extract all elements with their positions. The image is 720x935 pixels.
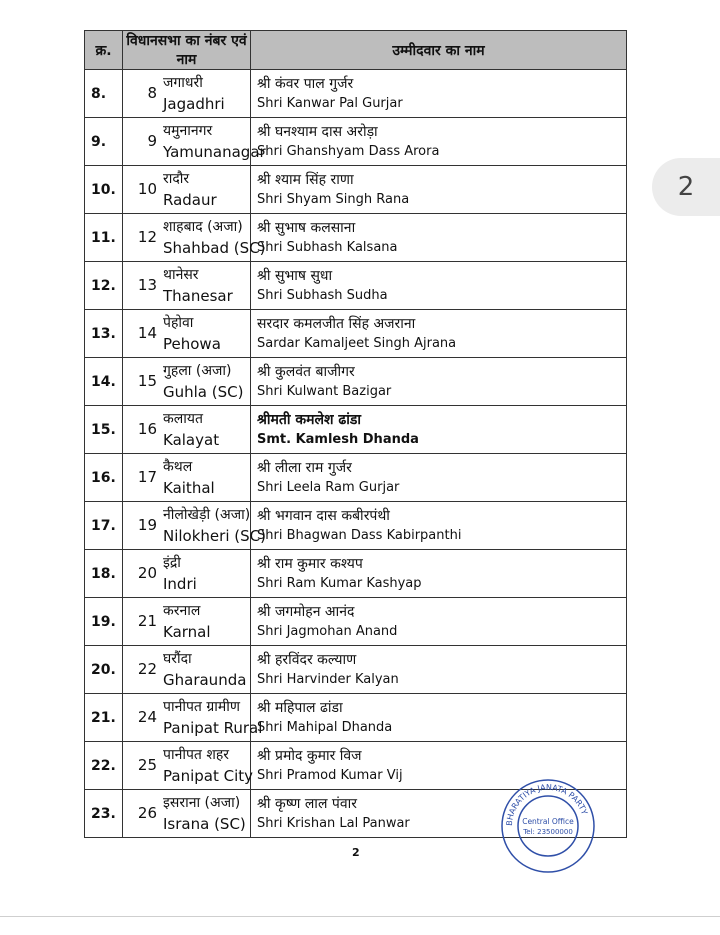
constituency-name-english: Nilokheri (SC) (163, 527, 266, 545)
constituency-name-english: Radaur (163, 191, 217, 209)
constituency-number: 21 (137, 612, 157, 630)
serial-cell: 17. (85, 502, 123, 550)
constituency-cell (123, 454, 251, 502)
serial-cell: 16. (85, 454, 123, 502)
serial-cell: 22. (85, 742, 123, 790)
constituency-name-hindi: करनाल (163, 603, 201, 619)
table-row (85, 358, 627, 406)
constituency-cell (123, 790, 251, 838)
candidate-name-english: Shri Shyam Singh Rana (257, 191, 410, 207)
constituency-name-hindi: रादौर (163, 171, 190, 187)
constituency-name-hindi: पेहोवा (163, 315, 194, 331)
serial-cell: 15. (85, 406, 123, 454)
constituency-number: 16 (137, 420, 157, 438)
constituency-cell (123, 598, 251, 646)
table-row (85, 406, 627, 454)
candidate-name-english: Shri Pramod Kumar Vij (257, 767, 403, 783)
candidate-name-english: Shri Krishan Lal Panwar (257, 815, 410, 831)
candidate-name-english: Shri Bhagwan Dass Kabirpanthi (257, 527, 462, 543)
table-row (85, 214, 627, 262)
serial-cell: 10. (85, 166, 123, 214)
candidate-name-hindi: श्रीमती कमलेश ढांडा (257, 411, 362, 428)
constituency-name-hindi: इंद्री (163, 555, 181, 571)
constituency-number: 8 (147, 84, 157, 102)
candidate-name-hindi: श्री सुभाष कलसाना (257, 219, 356, 236)
candidate-cell (251, 262, 627, 310)
serial-cell: 18. (85, 550, 123, 598)
candidate-name-hindi: श्री महिपाल ढांडा (257, 699, 343, 716)
candidate-name-english: Shri Leela Ram Gurjar (257, 479, 400, 495)
candidate-name-hindi: श्री घनश्याम दास अरोड़ा (257, 123, 378, 140)
constituency-name-hindi: शाहबाद (अजा) (163, 219, 243, 235)
header-serial: क्र. (85, 31, 123, 70)
candidate-cell (251, 454, 627, 502)
table-row (85, 550, 627, 598)
header-constituency: विधानसभा का नंबर एवं नाम (123, 31, 251, 70)
candidate-name-english: Shri Harvinder Kalyan (257, 671, 399, 687)
candidate-cell (251, 646, 627, 694)
candidate-cell (251, 406, 627, 454)
constituency-cell (123, 310, 251, 358)
table-row (85, 70, 627, 118)
header-candidate: उम्मीदवार का नाम (251, 31, 627, 70)
candidate-name-english: Shri Mahipal Dhanda (257, 719, 393, 735)
constituency-name-english: Thanesar (163, 287, 233, 305)
constituency-name-english: Indri (163, 575, 197, 593)
candidate-cell (251, 166, 627, 214)
constituency-name-hindi: थानेसर (163, 267, 199, 283)
constituency-number: 22 (137, 660, 157, 678)
page-number: 2 (352, 846, 360, 859)
candidate-name-english: Shri Subhash Kalsana (257, 239, 398, 255)
candidate-name-english: Shri Jagmohan Anand (257, 623, 398, 639)
candidate-name-hindi: श्री श्याम सिंह राणा (257, 171, 354, 188)
constituency-name-hindi: यमुनानगर (163, 123, 213, 139)
constituency-name-english: Karnal (163, 623, 211, 641)
candidate-name-english: Shri Kanwar Pal Gurjar (257, 95, 403, 111)
candidate-name-english: Shri Kulwant Bazigar (257, 383, 392, 399)
table-row (85, 262, 627, 310)
candidate-name-hindi: श्री हरविंदर कल्याण (257, 651, 357, 668)
constituency-cell (123, 742, 251, 790)
candidate-cell (251, 118, 627, 166)
table-row (85, 694, 627, 742)
table-row (85, 166, 627, 214)
constituency-number: 12 (137, 228, 157, 246)
constituency-name-hindi: इसराना (अजा) (163, 795, 241, 811)
serial-cell: 19. (85, 598, 123, 646)
constituency-name-hindi: नीलोखेड़ी (अजा) (163, 507, 251, 523)
constituency-name-english: Panipat City (163, 767, 253, 785)
serial-cell: 9. (85, 118, 123, 166)
candidate-cell (251, 598, 627, 646)
table-row (85, 598, 627, 646)
serial-cell: 21. (85, 694, 123, 742)
constituency-number: 24 (137, 708, 157, 726)
page-indicator-badge: 2 (652, 158, 720, 216)
candidate-name-english: Shri Ghanshyam Dass Arora (257, 143, 440, 159)
constituency-name-english: Shahbad (SC) (163, 239, 266, 257)
candidate-cell (251, 70, 627, 118)
candidate-name-hindi: श्री कुलवंत बाजीगर (257, 363, 355, 380)
candidate-name-hindi: श्री लीला राम गुर्जर (257, 459, 352, 476)
candidate-name-english: Sardar Kamaljeet Singh Ajrana (257, 335, 457, 351)
constituency-cell (123, 646, 251, 694)
serial-cell: 12. (85, 262, 123, 310)
constituency-name-hindi: पानीपत शहर (163, 747, 230, 763)
candidate-name-hindi: श्री सुभाष सुधा (257, 267, 333, 284)
serial-cell: 11. (85, 214, 123, 262)
constituency-number: 20 (137, 564, 157, 582)
constituency-number: 14 (137, 324, 157, 342)
constituency-number: 25 (137, 756, 157, 774)
constituency-name-hindi: पानीपत ग्रामीण (163, 699, 240, 715)
serial-cell: 8. (85, 70, 123, 118)
constituency-cell (123, 262, 251, 310)
candidate-name-english: Shri Ram Kumar Kashyap (257, 575, 422, 591)
candidate-cell (251, 310, 627, 358)
constituency-name-hindi: कलायत (163, 411, 203, 427)
candidate-name-hindi: श्री कंवर पाल गुर्जर (257, 75, 354, 92)
party-stamp (498, 776, 598, 876)
candidate-name-hindi: श्री जगमोहन आनंद (257, 603, 355, 620)
candidate-name-hindi: श्री राम कुमार कश्यप (257, 555, 363, 572)
candidate-name-hindi: श्री प्रमोद कुमार विज (257, 747, 362, 764)
constituency-cell (123, 502, 266, 550)
constituency-cell (123, 166, 251, 214)
stamp-ring-text: BHARATIYA JANATA PARTY (504, 782, 589, 827)
constituency-name-english: Gharaunda (163, 671, 247, 689)
constituency-name-hindi: गुहला (अजा) (163, 363, 232, 379)
candidate-name-hindi: सरदार कमलजीत सिंह अजराना (257, 315, 416, 332)
serial-cell: 13. (85, 310, 123, 358)
constituency-cell (123, 406, 251, 454)
candidate-name-english: Smt. Kamlesh Dhanda (257, 431, 419, 447)
table-row (85, 454, 627, 502)
constituency-number: 13 (137, 276, 157, 294)
constituency-name-hindi: कैथल (163, 459, 193, 475)
constituency-cell (123, 118, 266, 166)
candidate-cell (251, 694, 627, 742)
table-row (85, 310, 627, 358)
candidate-table (84, 30, 627, 838)
svg-text:Tel: 23500000: Tel: 23500000 (523, 828, 573, 836)
candidate-name-english: Shri Subhash Sudha (257, 287, 388, 303)
constituency-name-english: Jagadhri (163, 95, 225, 113)
serial-cell: 20. (85, 646, 123, 694)
constituency-number: 10 (137, 180, 157, 198)
candidate-cell (251, 214, 627, 262)
candidate-cell (251, 550, 627, 598)
constituency-number: 17 (137, 468, 157, 486)
constituency-cell (123, 214, 266, 262)
constituency-cell (123, 550, 251, 598)
serial-cell: 14. (85, 358, 123, 406)
svg-text:Central Office: Central Office (522, 817, 574, 826)
serial-cell: 23. (85, 790, 123, 838)
constituency-name-english: Israna (SC) (163, 815, 246, 833)
constituency-cell (123, 70, 251, 118)
constituency-name-hindi: घरौंदा (163, 651, 192, 667)
constituency-name-english: Panipat Rural (163, 719, 263, 737)
constituency-number: 19 (137, 516, 157, 534)
table-row (85, 646, 627, 694)
constituency-number: 15 (137, 372, 157, 390)
constituency-name-english: Kalayat (163, 431, 220, 449)
constituency-number: 9 (147, 132, 157, 150)
candidate-cell (251, 358, 627, 406)
constituency-name-english: Guhla (SC) (163, 383, 244, 401)
candidate-name-hindi: श्री कृष्ण लाल पंवार (257, 795, 357, 812)
constituency-name-hindi: जगाधरी (163, 75, 203, 91)
constituency-name-english: Kaithal (163, 479, 215, 497)
constituency-name-english: Yamunanagar (163, 143, 266, 161)
constituency-cell (123, 694, 263, 742)
candidate-name-hindi: श्री भगवान दास कबीरपंथी (257, 507, 390, 524)
table-row (85, 118, 627, 166)
constituency-name-english: Pehowa (163, 335, 221, 353)
constituency-cell (123, 358, 251, 406)
constituency-number: 26 (137, 804, 157, 822)
table-row (85, 502, 627, 550)
candidate-cell (251, 502, 627, 550)
footer-divider (0, 916, 720, 917)
table-header-row (85, 31, 627, 70)
